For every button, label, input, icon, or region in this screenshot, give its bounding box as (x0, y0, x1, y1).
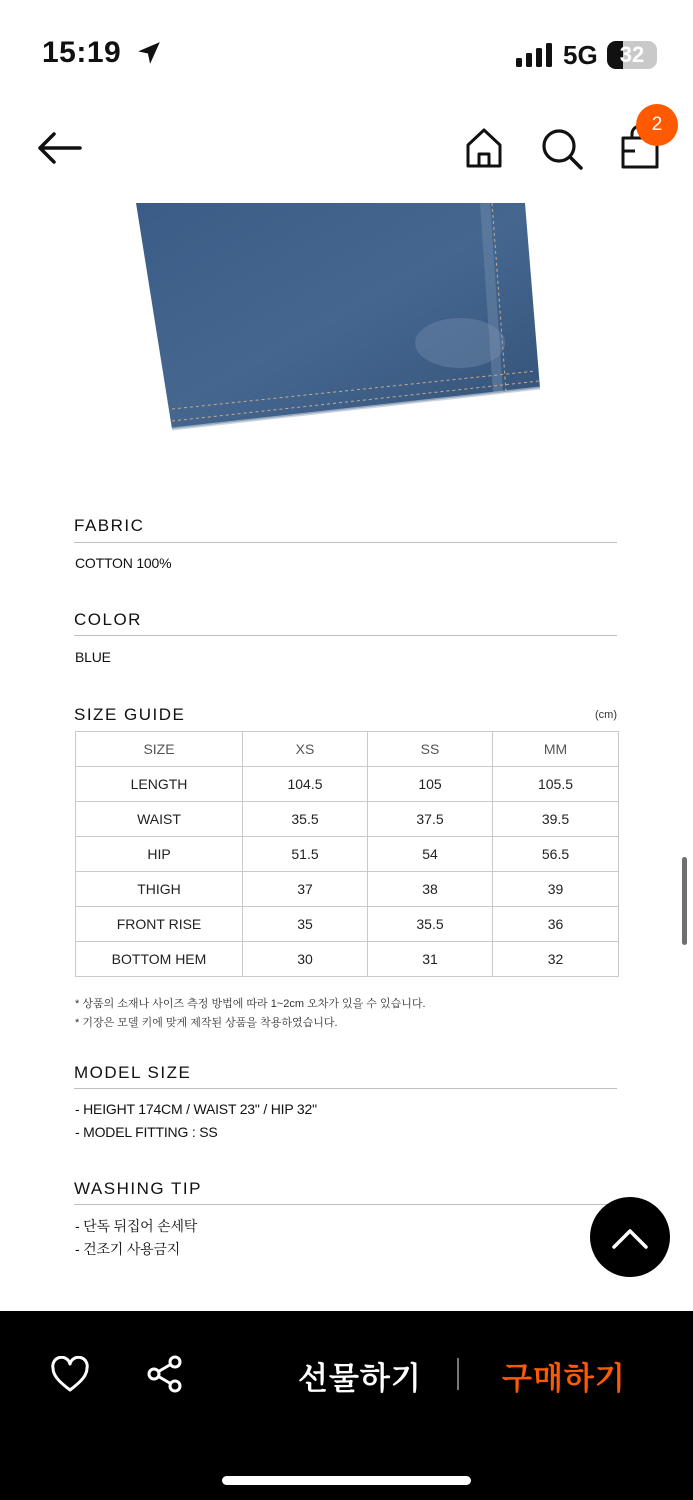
washing-tip-title: WASHING TIP (74, 1179, 202, 1198)
signal-icon (516, 43, 554, 67)
network-type: 5G (563, 40, 598, 70)
table-cell: 35 (243, 907, 368, 942)
table-row (76, 942, 619, 977)
color-title: COLOR (74, 610, 142, 629)
size-table (75, 731, 619, 977)
table-cell: 39 (493, 872, 619, 907)
table-cell: LENGTH (76, 767, 243, 802)
table-cell: 51.5 (243, 837, 368, 872)
heart-icon[interactable] (50, 1356, 90, 1394)
table-cell: 35.5 (243, 802, 368, 837)
scroll-to-top-button[interactable] (590, 1197, 670, 1277)
chevron-up-icon (610, 1219, 650, 1255)
table-header-cell: SS (368, 732, 493, 767)
table-cell: 37 (243, 872, 368, 907)
model-size-line: - HEIGHT 174CM / WAIST 23" / HIP 32" (75, 1101, 317, 1117)
status-bar (0, 0, 693, 105)
table-cell: HIP (76, 837, 243, 872)
table-cell: 36 (493, 907, 619, 942)
table-cell: BOTTOM HEM (76, 942, 243, 977)
washing-tip-divider (74, 1204, 617, 1205)
gift-button[interactable]: 선물하기 (298, 1353, 422, 1398)
table-cell: 105.5 (493, 767, 619, 802)
model-size-divider (74, 1088, 617, 1089)
table-cell: 31 (368, 942, 493, 977)
table-cell: 54 (368, 837, 493, 872)
washing-tip-line: - 단독 뒤집어 손세탁 (75, 1218, 198, 1234)
fabric-title: FABRIC (74, 516, 145, 535)
table-cell: 35.5 (368, 907, 493, 942)
size-note: * 상품의 소재나 사이즈 측정 방법에 따라 1~2cm 오차가 있을 수 있습니다. (75, 998, 426, 1010)
back-arrow-icon[interactable] (36, 128, 84, 168)
button-divider (457, 1358, 459, 1390)
model-size-title: MODEL SIZE (74, 1063, 192, 1082)
table-row (76, 872, 619, 907)
table-cell: 56.5 (493, 837, 619, 872)
table-cell: 30 (243, 942, 368, 977)
table-cell: 105 (368, 767, 493, 802)
color-divider (74, 635, 617, 636)
battery-level: 32 (619, 42, 645, 67)
color-value: BLUE (75, 649, 111, 665)
table-header-cell: SIZE (76, 732, 243, 767)
table-header-cell: XS (243, 732, 368, 767)
washing-tip-line: - 건조기 사용금지 (75, 1241, 181, 1257)
table-cell: 39.5 (493, 802, 619, 837)
bottom-action-bar (0, 1311, 693, 1500)
battery-icon (607, 41, 657, 69)
table-cell: WAIST (76, 802, 243, 837)
share-icon[interactable] (146, 1355, 184, 1393)
table-cell: 32 (493, 942, 619, 977)
table-row (76, 837, 619, 872)
scrollbar-thumb[interactable] (682, 857, 687, 945)
table-cell: 37.5 (368, 802, 493, 837)
buy-button[interactable]: 구매하기 (502, 1353, 626, 1398)
product-image-jeans (130, 203, 550, 439)
size-guide-title: SIZE GUIDE (74, 705, 186, 724)
home-indicator[interactable] (222, 1476, 471, 1485)
table-cell: 104.5 (243, 767, 368, 802)
table-row (76, 802, 619, 837)
home-icon[interactable] (463, 127, 505, 169)
search-icon[interactable] (540, 127, 584, 171)
fabric-value: COTTON 100% (75, 555, 172, 571)
size-table-header (76, 732, 619, 767)
fabric-divider (74, 542, 617, 543)
size-note: * 기장은 모델 키에 맞게 제작된 상품을 착용하였습니다. (75, 1017, 338, 1029)
table-cell: FRONT RISE (76, 907, 243, 942)
table-cell: THIGH (76, 872, 243, 907)
table-cell: 38 (368, 872, 493, 907)
model-size-line: - MODEL FITTING : SS (75, 1124, 218, 1140)
status-time: 15:19 (42, 36, 122, 69)
table-row (76, 767, 619, 802)
size-unit: (cm) (595, 709, 617, 721)
cart-count-badge: 2 (636, 104, 678, 146)
table-header-cell: MM (493, 732, 619, 767)
location-arrow-icon (136, 40, 162, 66)
table-row (76, 907, 619, 942)
